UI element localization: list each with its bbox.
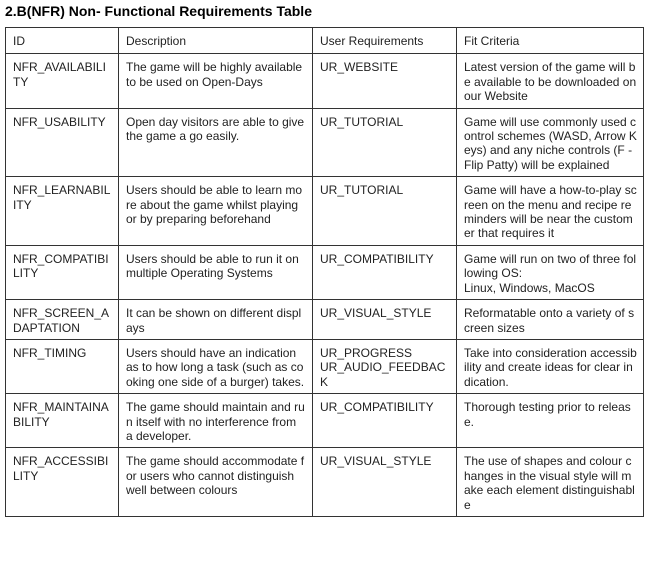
table-row — [6, 54, 644, 108]
cell-description: The game should accommodate for users who cannot distinguish well between colours — [119, 448, 313, 517]
cell-fit-criteria: Game will run on two of three following OS: Linux, Windows, MacOS — [457, 245, 644, 299]
column-header-fit-criteria: Fit Criteria — [457, 28, 644, 54]
cell-description: Users should be able to learn more about the game whilst playing or by preparing beforehand — [119, 177, 313, 246]
table-row — [6, 394, 644, 448]
cell-fit-criteria: Latest version of the game will be available to be downloaded on our Website — [457, 54, 644, 108]
table-row — [6, 300, 644, 340]
cell-fit-criteria: Thorough testing prior to release. — [457, 394, 644, 448]
cell-id: NFR_MAINTAINABILITY — [6, 394, 119, 448]
cell-fit-criteria: Game will have a how-to-play screen on the menu and recipe reminders will be near the customer that requires it — [457, 177, 644, 246]
cell-fit-criteria: Game will use commonly used control schemes (WASD, Arrow Keys) and any niche controls (F - Flip Patty) will be explained — [457, 108, 644, 177]
cell-id: NFR_SCREEN_ADAPTATION — [6, 300, 119, 340]
table-row — [6, 245, 644, 299]
cell-description: The game will be highly available to be used on Open-Days — [119, 54, 313, 108]
table-row — [6, 448, 644, 517]
cell-description: Users should be able to run it on multiple Operating Systems — [119, 245, 313, 299]
cell-fit-criteria: The use of shapes and colour changes in the visual style will make each element distinguishable — [457, 448, 644, 517]
cell-id: NFR_TIMING — [6, 339, 119, 393]
cell-description: Users should have an indication as to how long a task (such as cooking one side of a burger) takes. — [119, 339, 313, 393]
column-header-description: Description — [119, 28, 313, 54]
cell-user-requirements: UR_VISUAL_STYLE — [313, 300, 457, 340]
cell-id: NFR_ACCESSIBILITY — [6, 448, 119, 517]
nfr-table — [5, 27, 644, 517]
table-row — [6, 177, 644, 246]
cell-description: The game should maintain and run itself with no interference from a developer. — [119, 394, 313, 448]
cell-user-requirements: UR_PROGRESS UR_AUDIO_FEEDBACK — [313, 339, 457, 393]
page-title: 2.B(NFR) Non- Functional Requirements Table — [5, 3, 312, 19]
cell-fit-criteria: Reformatable onto a variety of screen sizes — [457, 300, 644, 340]
table-row — [6, 339, 644, 393]
cell-user-requirements: UR_WEBSITE — [313, 54, 457, 108]
cell-id: NFR_LEARNABILITY — [6, 177, 119, 246]
table-row — [6, 108, 644, 177]
cell-id: NFR_AVAILABILITY — [6, 54, 119, 108]
cell-fit-criteria: Take into consideration accessibility and create ideas for clear indication. — [457, 339, 644, 393]
cell-user-requirements: UR_TUTORIAL — [313, 177, 457, 246]
cell-description: It can be shown on different displays — [119, 300, 313, 340]
column-header-id: ID — [6, 28, 119, 54]
cell-id: NFR_USABILITY — [6, 108, 119, 177]
cell-user-requirements: UR_VISUAL_STYLE — [313, 448, 457, 517]
column-header-user-requirements: User Requirements — [313, 28, 457, 54]
cell-user-requirements: UR_COMPATIBILITY — [313, 394, 457, 448]
table-header-row — [6, 28, 644, 54]
cell-user-requirements: UR_COMPATIBILITY — [313, 245, 457, 299]
cell-user-requirements: UR_TUTORIAL — [313, 108, 457, 177]
cell-id: NFR_COMPATIBILITY — [6, 245, 119, 299]
cell-description: Open day visitors are able to give the game a go easily. — [119, 108, 313, 177]
